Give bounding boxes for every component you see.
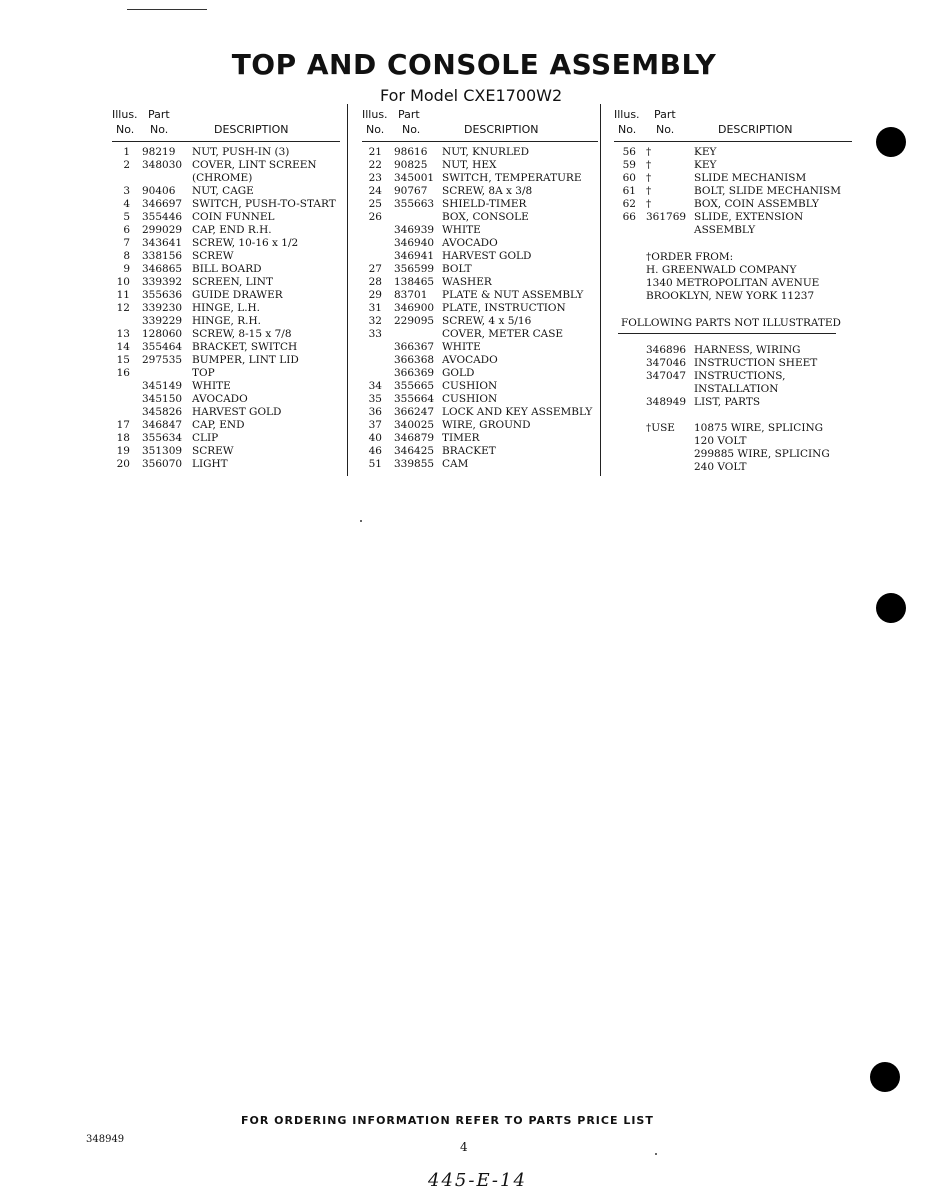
illus-no: 10 (116, 276, 130, 288)
part-no: 346940 (394, 237, 435, 249)
part-no: 98219 (142, 146, 176, 158)
order-line: 1340 METROPOLITAN AVENUE (646, 277, 820, 289)
top-rule (127, 9, 207, 10)
part-no: 355664 (394, 393, 435, 405)
illus-no: 19 (116, 445, 130, 457)
illus-no: 8 (123, 250, 130, 262)
description: LIST, PARTS (694, 396, 761, 408)
not-illustrated-title: FOLLOWING PARTS NOT ILLUSTRATED (621, 317, 841, 329)
description: GOLD (442, 367, 475, 379)
part-no: 128060 (142, 328, 183, 340)
illus-no: 28 (368, 276, 382, 288)
description: SCREW, 4 x 5/16 (442, 315, 532, 327)
part-no: 339229 (142, 315, 183, 327)
part-no: 346900 (394, 302, 435, 314)
description: CUSHION (442, 380, 498, 392)
description: CAP, END (192, 419, 245, 431)
description: SHIELD-TIMER (442, 198, 527, 210)
illus-no: 35 (368, 393, 382, 405)
part-no: † (646, 159, 652, 171)
illus-no: 1 (123, 146, 130, 158)
description: 299885 WIRE, SPLICING (694, 448, 830, 460)
description: (CHROME) (192, 172, 253, 184)
description: AVOCADO (442, 354, 498, 366)
part-no: 348030 (142, 159, 183, 171)
description: AVOCADO (192, 393, 248, 405)
header-part-no: No. (656, 123, 675, 136)
illus-no: 59 (622, 159, 636, 171)
illus-no: 11 (116, 289, 130, 301)
illus-no: 13 (116, 328, 130, 340)
description: NUT, PUSH-IN (3) (192, 146, 290, 158)
description: SCREW, 10-16 x 1/2 (192, 237, 299, 249)
description: PLATE, INSTRUCTION (442, 302, 566, 314)
description: BOX, CONSOLE (442, 211, 529, 223)
part-no: 345826 (142, 406, 183, 418)
illus-no: 34 (368, 380, 382, 392)
part-no: 366367 (394, 341, 435, 353)
description: BRACKET, SWITCH (192, 341, 298, 353)
illus-no: 5 (123, 211, 130, 223)
description: PLATE & NUT ASSEMBLY (442, 289, 584, 301)
part-no: † (646, 198, 652, 210)
part-no: 83701 (394, 289, 428, 301)
part-no: 346879 (394, 432, 435, 444)
illus-no: 32 (368, 315, 382, 327)
illus-no: 46 (368, 445, 382, 457)
description: CAP, END R.H. (192, 224, 272, 236)
column-divider (347, 104, 348, 476)
part-no: 348949 (646, 396, 687, 408)
illus-no: 23 (368, 172, 382, 184)
part-no: 346847 (142, 419, 183, 431)
part-no: 355636 (142, 289, 183, 301)
header-rule (614, 141, 852, 142)
illus-no: 2 (123, 159, 130, 171)
header-description: DESCRIPTION (718, 123, 793, 136)
header-description: DESCRIPTION (464, 123, 539, 136)
description: WHITE (442, 224, 481, 236)
part-no: 297535 (142, 354, 183, 366)
description: SCREW (192, 445, 234, 457)
illus-no: 37 (368, 419, 382, 431)
punch-hole (870, 1062, 900, 1092)
illus-no: 16 (116, 367, 130, 379)
description: LIGHT (192, 458, 228, 470)
part-no: 346941 (394, 250, 435, 262)
description: HINGE, L.H. (192, 302, 261, 314)
order-from-block (646, 251, 819, 303)
description: ASSEMBLY (694, 224, 756, 236)
part-no: 343641 (142, 237, 183, 249)
description: SLIDE, EXTENSION (694, 211, 804, 223)
part-no: 229095 (394, 315, 435, 327)
illus-no: 4 (123, 198, 130, 210)
description: INSTRUCTIONS, (694, 370, 786, 382)
not-illustrated-rule (618, 333, 836, 334)
header-part: Part (654, 108, 676, 121)
order-line: BROOKLYN, NEW YORK 11237 (646, 290, 815, 302)
illus-no: 31 (368, 302, 382, 314)
illus-no: 29 (368, 289, 382, 301)
description: CAM (442, 458, 469, 470)
part-no: †USE (646, 422, 675, 434)
header-part-no: No. (402, 123, 421, 136)
illus-no: 17 (116, 419, 130, 431)
part-no: 361769 (646, 211, 687, 223)
part-no: 340025 (394, 419, 435, 431)
illus-no: 40 (368, 432, 382, 444)
part-no: 356070 (142, 458, 183, 470)
not-illustrated-heading (621, 317, 841, 330)
description: SWITCH, TEMPERATURE (442, 172, 582, 184)
part-no: 355464 (142, 341, 183, 353)
description: NUT, CAGE (192, 185, 254, 197)
header-no: No. (366, 123, 385, 136)
description: INSTRUCTION SHEET (694, 357, 818, 369)
header-illus: Illus. (112, 108, 138, 121)
part-no: † (646, 172, 652, 184)
illus-no: 25 (368, 198, 382, 210)
order-line: H. GREENWALD COMPANY (646, 264, 797, 276)
scan-speck (360, 520, 362, 522)
illus-no: 26 (368, 211, 382, 223)
description: HARNESS, WIRING (694, 344, 801, 356)
illus-no: 62 (622, 198, 636, 210)
part-no: 339230 (142, 302, 183, 314)
description: HARVEST GOLD (442, 250, 532, 262)
illus-no: 33 (368, 328, 382, 340)
punch-hole (876, 127, 906, 157)
order-line: †ORDER FROM: (646, 251, 734, 263)
illus-no: 9 (123, 263, 130, 275)
description: TOP (192, 367, 215, 379)
part-no: 346896 (646, 344, 687, 356)
description: WIRE, GROUND (442, 419, 531, 431)
header-illus: Illus. (362, 108, 388, 121)
illus-no: 27 (368, 263, 382, 275)
part-no: 366369 (394, 367, 435, 379)
header-no: No. (116, 123, 135, 136)
part-no: † (646, 185, 652, 197)
part-no: 356599 (394, 263, 435, 275)
description: BILL BOARD (192, 263, 262, 275)
description: WHITE (442, 341, 481, 353)
illus-no: 3 (123, 185, 130, 197)
illus-no: 66 (622, 211, 636, 223)
part-no: 346697 (142, 198, 183, 210)
document-number: 348949 (86, 1134, 125, 1145)
illus-no: 36 (368, 406, 382, 418)
description: WHITE (192, 380, 231, 392)
header-part: Part (148, 108, 170, 121)
illus-no: 22 (368, 159, 382, 171)
description: KEY (694, 146, 717, 158)
header-part-no: No. (150, 123, 169, 136)
description: COIN FUNNEL (192, 211, 275, 223)
illus-no: 6 (123, 224, 130, 236)
description: BOLT, SLIDE MECHANISM (694, 185, 841, 197)
description: GUIDE DRAWER (192, 289, 283, 301)
illus-no: 18 (116, 432, 130, 444)
description: BUMPER, LINT LID (192, 354, 299, 366)
description: SCREW (192, 250, 234, 262)
description: BOX, COIN ASSEMBLY (694, 198, 819, 210)
header-description: DESCRIPTION (214, 123, 289, 136)
part-no: 345150 (142, 393, 183, 405)
header-rule (112, 141, 340, 142)
part-no: 355634 (142, 432, 183, 444)
description: CLIP (192, 432, 219, 444)
part-no: 355663 (394, 198, 435, 210)
part-no: 347047 (646, 370, 687, 382)
part-no: 345149 (142, 380, 183, 392)
header-part: Part (398, 108, 420, 121)
illus-no: 7 (123, 237, 130, 249)
page-title: TOP AND CONSOLE ASSEMBLY (231, 48, 717, 81)
description: LOCK AND KEY ASSEMBLY (442, 406, 593, 418)
part-no: 299029 (142, 224, 183, 236)
description: SLIDE MECHANISM (694, 172, 807, 184)
part-no: 351309 (142, 445, 183, 457)
description: COVER, LINT SCREEN (192, 159, 317, 171)
punch-hole (876, 593, 906, 623)
description: CUSHION (442, 393, 498, 405)
part-no: 90825 (394, 159, 428, 171)
illus-no: 21 (368, 146, 382, 158)
illus-no: 20 (116, 458, 130, 470)
part-no: † (646, 146, 652, 158)
part-no: 366368 (394, 354, 435, 366)
illus-no: 12 (116, 302, 130, 314)
description: 240 VOLT (694, 461, 747, 473)
part-no: 98616 (394, 146, 428, 158)
part-no: 339855 (394, 458, 435, 470)
illus-no: 24 (368, 185, 382, 197)
scan-speck (655, 1153, 657, 1155)
description: HINGE, R.H. (192, 315, 261, 327)
description: INSTALLATION (694, 383, 779, 395)
part-no: 346939 (394, 224, 435, 236)
description: SCREW, 8-15 x 7/8 (192, 328, 292, 340)
description: BRACKET (442, 445, 496, 457)
description: NUT, KNURLED (442, 146, 530, 158)
part-no: 339392 (142, 276, 183, 288)
header-rule (362, 141, 598, 142)
part-no: 347046 (646, 357, 687, 369)
page-subtitle: For Model CXE1700W2 (380, 86, 563, 105)
description: WASHER (442, 276, 492, 288)
illus-no: 14 (116, 341, 130, 353)
description: KEY (694, 159, 717, 171)
description: SWITCH, PUSH-TO-START (192, 198, 336, 210)
description: TIMER (442, 432, 480, 444)
part-no: 366247 (394, 406, 435, 418)
part-no: 338156 (142, 250, 183, 262)
header-no: No. (618, 123, 637, 136)
part-no: 355665 (394, 380, 435, 392)
part-no: 346425 (394, 445, 435, 457)
description: NUT, HEX (442, 159, 497, 171)
description: SCREEN, LINT (192, 276, 273, 288)
handwritten-note: 445-E-14 (428, 1170, 527, 1191)
illus-no: 51 (368, 458, 382, 470)
part-no: 90767 (394, 185, 428, 197)
part-no: 346865 (142, 263, 183, 275)
illus-no: 56 (622, 146, 636, 158)
description: BOLT (442, 263, 472, 275)
illus-no: 15 (116, 354, 130, 366)
description: 10875 WIRE, SPLICING (694, 422, 824, 434)
description: AVOCADO (442, 237, 498, 249)
part-no: 90406 (142, 185, 176, 197)
description: HARVEST GOLD (192, 406, 282, 418)
header-illus: Illus. (614, 108, 640, 121)
description: 120 VOLT (694, 435, 747, 447)
illus-no: 61 (622, 185, 636, 197)
part-no: 345001 (394, 172, 435, 184)
part-no: 355446 (142, 211, 183, 223)
description: SCREW, 8A x 3/8 (442, 185, 533, 197)
ordering-footer: FOR ORDERING INFORMATION REFER TO PARTS PRICE LIST (241, 1114, 654, 1127)
page-number: 4 (460, 1140, 468, 1154)
part-no: 138465 (394, 276, 435, 288)
illus-no: 60 (622, 172, 636, 184)
description: COVER, METER CASE (442, 328, 564, 340)
column-divider (600, 104, 601, 476)
